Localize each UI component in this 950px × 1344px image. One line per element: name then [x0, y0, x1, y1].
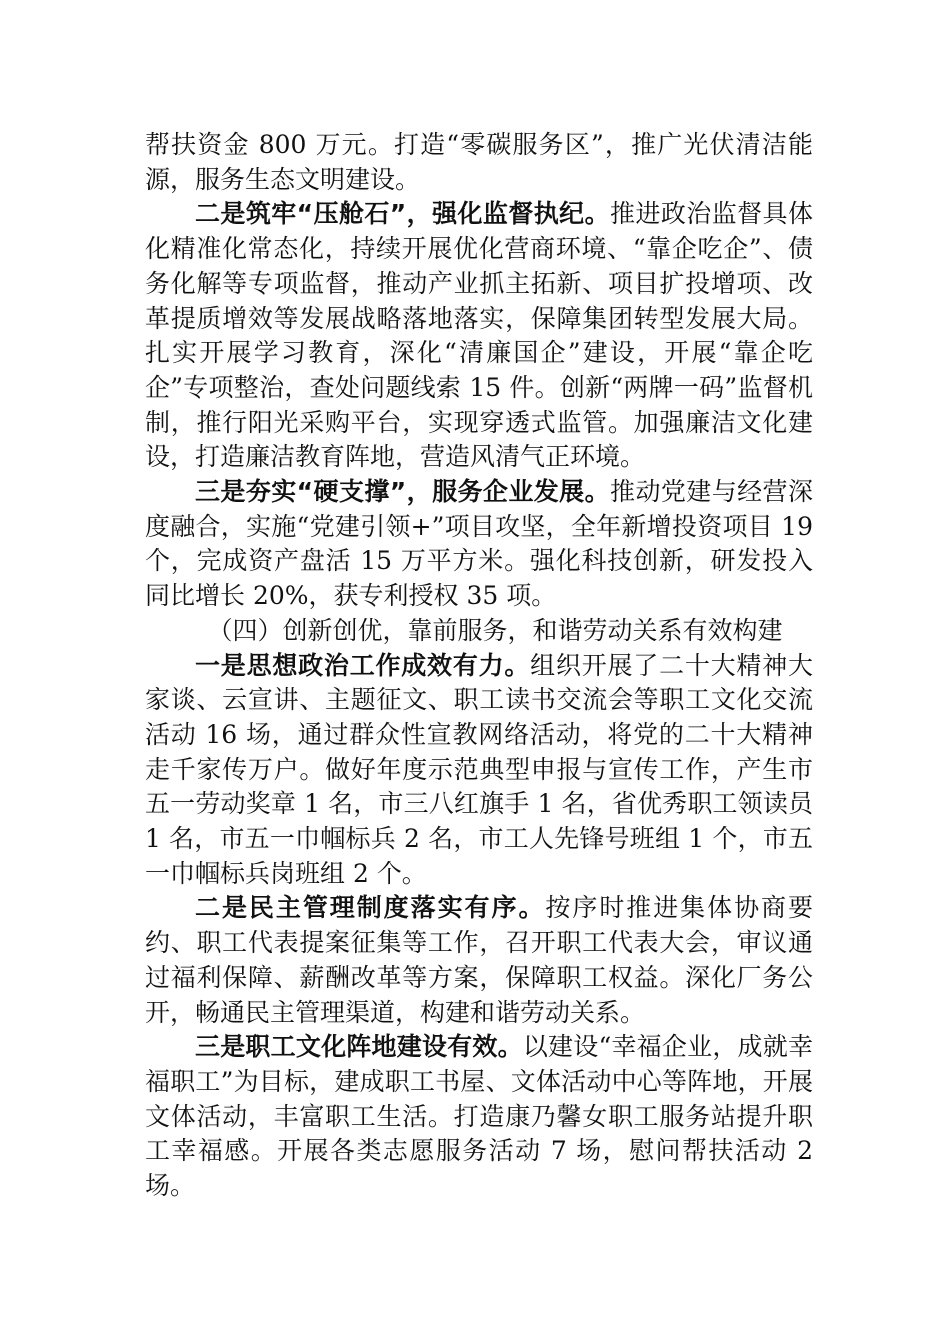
section-heading-text: （四）创新创优，靠前服务，和谐劳动关系有效构建	[207, 615, 783, 645]
paragraph-text: 以建设“幸福企业，成就幸福职工”为目标，建成职工书屋、文体活动中心等阵地，开展文体活动，丰富职工生活。打造康乃馨女职工服务站提升职工幸福感。开展各类志愿服务活动 7 场，慰问帮扶活动 2 场。	[145, 1032, 813, 1201]
paragraph-lead: 一是思想政治工作成效有力。	[195, 650, 531, 680]
paragraph-text: 组织开展了二十大精神大家谈、云宣讲、主题征文、职工读书交流会等职工文化交流活动 16 场，通过群众性宣教网络活动，将党的二十大精神走千家传万户。做好年度示范典型申报与宣传工作，产生市五一劳动奖章 1 名，市三八红旗手 1 名，省优秀职工领读员 1 名，市五一巾帼标兵 2 名，市工人先锋号班组 1 个，市五一巾帼标兵岗班组 2 个。	[145, 650, 813, 888]
paragraph-lead: 三是职工文化阵地建设有效。	[195, 1032, 523, 1062]
paragraph-text: 按序时推进集体协商要约、职工代表提案征集等工作，召开职工代表大会，审议通过福利保障、薪酬改革等方案，保障职工权益。深化厂务公开，畅通民主管理渠道，构建和谐劳动关系。	[145, 893, 813, 1027]
section-heading	[145, 614, 813, 649]
paragraph-text: 推动党建与经营深度融合，实施“党建引领+”项目攻坚，全年新增投资项目 19 个，完成资产盘活 15 万平方米。强化科技创新，研发投入同比增长 20%，获专利授权 35 项。	[145, 477, 813, 611]
document-body	[145, 128, 813, 1204]
paragraph-text: 帮扶资金 800 万元。打造“零碳服务区”，推广光伏清洁能源，服务生态文明建设。	[145, 130, 813, 194]
paragraph-enterprise-development	[145, 475, 813, 614]
paragraph-supervision	[145, 197, 813, 475]
paragraph-continuation	[145, 128, 813, 197]
paragraph-lead: 三是夯实“硬支撑”，服务企业发展。	[195, 477, 611, 507]
paragraph-staff-culture	[145, 1030, 813, 1204]
paragraph-lead: 二是民主管理制度落实有序。	[195, 893, 546, 923]
paragraph-lead: 二是筑牢“压舱石”，强化监督执纪。	[195, 199, 611, 229]
paragraph-democratic-management	[145, 891, 813, 1030]
paragraph-text: 推进政治监督具体化精准化常态化，持续开展优化营商环境、“靠企吃企”、债务化解等专项监督，推动产业抓主拓新、项目扩投增项、改革提质增效等发展战略落地落实，保障集团转型发展大局。扎实开展学习教育，深化“清廉国企”建设，开展“靠企吃企”专项整治，查处问题线索 15 件。创新“两牌一码”监督机制，推行阳光采购平台，实现穿透式监管。加强廉洁文化建设，打造廉洁教育阵地，营造风清气正环境。	[145, 199, 813, 472]
paragraph-ideological-work	[145, 649, 813, 892]
